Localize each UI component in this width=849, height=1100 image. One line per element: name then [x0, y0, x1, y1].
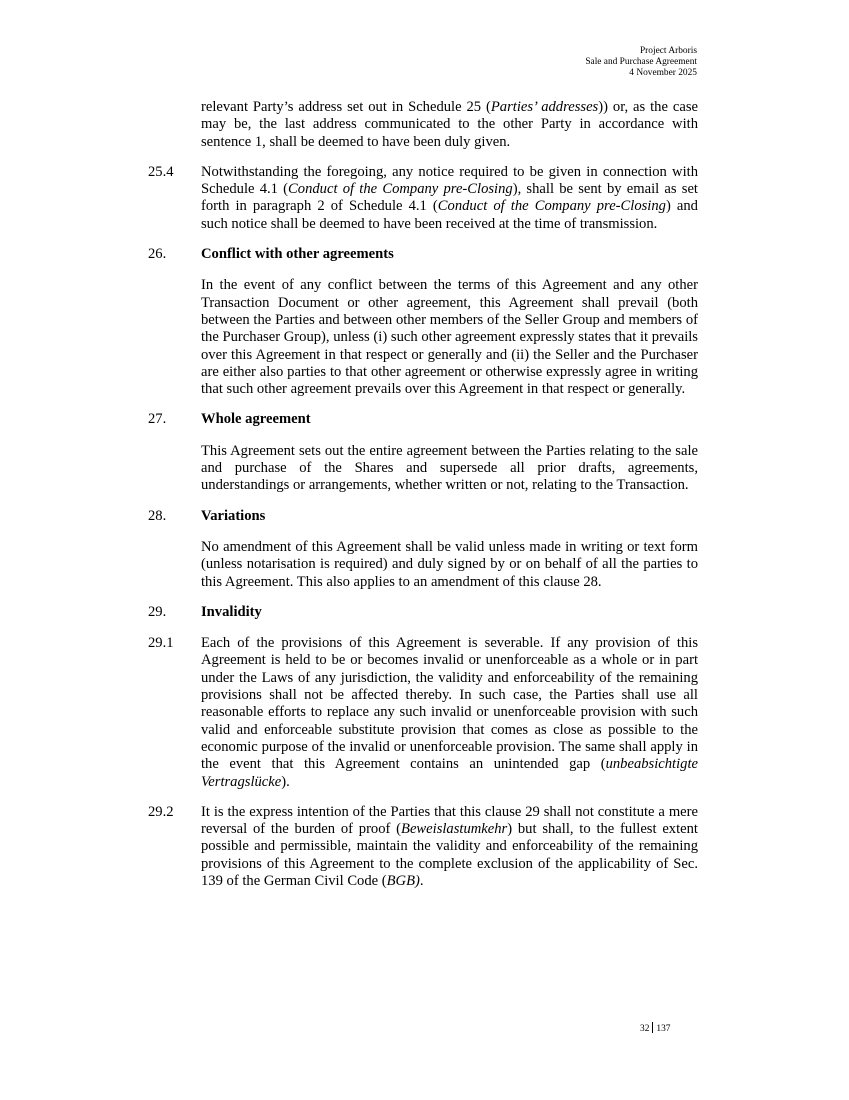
clause-25-4: 25.4 Notwithstanding the foregoing, any notice required to be given in connection with Schedule 4.1 (Conduct of the Company pre-Closing), shall be sent by email as set forth in paragraph 2 of Schedule 4.1 (Conduct of the Company pre-Closing) and such notice shall be deemed to have been received at the time of transmission. [148, 163, 698, 232]
clause-number: 26. [148, 246, 167, 263]
page-number [640, 1022, 670, 1035]
clause-25-3-continuation: relevant Party’s address set out in Schedule 25 (Parties’ addresses)) or, as the case may be, the last address communicated to the other Party in accordance with sentence 1, shall be deemed to have been duly given. [201, 99, 698, 150]
clause-26-heading [148, 246, 698, 263]
clause-26-text: In the event of any conflict between the terms of this Agreement and any other Transaction Document or other agreement, this Agreement shall prevail (both between the Parties and between other members of the Seller Group and members of the Purchaser Group), unless (i) such other agreement expressly states that it prevails over this Agreement in that respect or generally and (ii) the Seller and the Purchaser are either also parties to that other agreement or otherwise expressly agree in writing that such other agreement prevails over this Agreement in that respect or generally. [201, 277, 698, 398]
clause-29-1: 29.1 Each of the provisions of this Agreement is severable. If any provision of this Agreement is held to be or becomes invalid or unenforceable as a whole or in part under the Laws of any jurisdiction, the validity and enforceability of the remaining provisions shall not be affected thereby. In such case, the Parties shall use all reasonable efforts to replace any such invalid or unenforceable provision with such valid and enforceable substitute provision that comes as close as possible to the economic purpose of the invalid or unenforceable provision. The same shall apply in the event that this Agreement contains an unintended gap (unbeabsichtigte Vertragslücke). [148, 635, 698, 790]
header-date: 4 November 2025 [629, 68, 697, 79]
clause-27-text: This Agreement sets out the entire agreement between the Parties relating to the sale and purchase of the Shares and supersede all prior drafts, agreements, understandings or arrangements, whether written or not, relating to the Transaction. [201, 442, 698, 494]
clause-number: 27. [148, 411, 167, 428]
clause-29-2: 29.2 It is the express intention of the Parties that this clause 29 shall not constitute a mere reversal of the burden of proof (Beweislastumkehr) but shall, to the fullest extent possible and permissible, maintain the validity and enforceability of the remaining provisions of this Agreement to the complete exclusion of the applicability of Sec. 139 of the German Civil Code (BGB). [148, 803, 698, 889]
header-project: Project Arboris [639, 46, 697, 56]
clause-title: Whole agreement [201, 411, 311, 428]
clause-29-heading [148, 604, 698, 621]
clause-number: 25.4 [148, 163, 174, 180]
current-page: 32 [640, 1024, 650, 1034]
document-body [148, 99, 698, 903]
clause-number: 29.1 [148, 635, 174, 652]
page-separator [652, 1022, 653, 1033]
clause-title: Variations [201, 507, 266, 524]
clause-number: 29. [148, 603, 167, 620]
clause-27-heading [148, 411, 698, 428]
total-pages: 137 [656, 1024, 671, 1034]
header-doc-title: Sale and Purchase Agreement [585, 57, 697, 68]
clause-28-text: No amendment of this Agreement shall be valid unless made in writing or text form (unless notarisation is required) and duly signed by or on behalf of all the parties to this Agreement. This also applies to an amendment of this clause 28. [201, 538, 698, 590]
clause-28-heading [148, 508, 698, 525]
clause-title: Invalidity [201, 603, 262, 620]
page-header [585, 46, 697, 80]
clause-number: 28. [148, 507, 167, 524]
clause-number: 29.2 [148, 803, 174, 820]
clause-title: Conflict with other agreements [201, 246, 394, 263]
